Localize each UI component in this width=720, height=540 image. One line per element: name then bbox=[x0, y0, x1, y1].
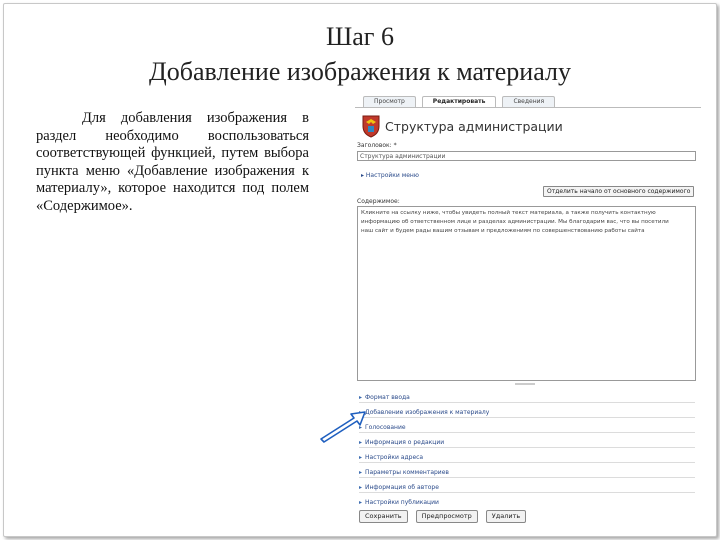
menu-item-label: Формат ввода bbox=[365, 394, 410, 401]
menu-item-add-image[interactable] bbox=[359, 407, 695, 418]
expand-arrow-icon: ▸ bbox=[359, 394, 363, 401]
site-banner bbox=[361, 112, 563, 140]
slide-subtitle: Добавление изображения к материалу bbox=[149, 57, 571, 86]
tab-edit[interactable]: Редактировать bbox=[422, 96, 497, 107]
expand-arrow-icon: ▸ bbox=[359, 424, 363, 431]
menu-item-label: Добавление изображения к материалу bbox=[365, 409, 490, 416]
slide-title: Шаг 6 bbox=[326, 22, 394, 51]
preview-button[interactable]: Предпросмотр bbox=[416, 510, 478, 523]
menu-settings-link[interactable]: ▸ Настройки меню bbox=[361, 172, 419, 179]
arrow-pointer-icon bbox=[318, 406, 368, 446]
delete-button[interactable]: Удалить bbox=[486, 510, 526, 523]
menu-item-label: Информация о редакции bbox=[365, 439, 445, 446]
split-summary-button[interactable]: Отделить начало от основного содержимого bbox=[543, 186, 694, 197]
menu-item-label: Настройки адреса bbox=[365, 454, 424, 461]
menu-item-label: Информация об авторе bbox=[365, 484, 439, 491]
expand-arrow-icon: ▸ bbox=[359, 499, 363, 506]
tab-bar bbox=[363, 96, 555, 107]
resize-grip[interactable] bbox=[515, 383, 535, 385]
content-line: наш сайт и будем рады вашим отзывам и предложениям по совершенствованию работы сайта bbox=[361, 228, 645, 234]
content-textarea[interactable] bbox=[357, 206, 696, 381]
content-line: информацию об ответственном лице и разделах администрации. Мы благодарим вас, что вы посетили bbox=[361, 219, 669, 225]
action-buttons bbox=[359, 510, 526, 523]
menu-item-label: Параметры комментариев bbox=[365, 469, 449, 476]
expand-arrow-icon: ▸ bbox=[359, 469, 363, 476]
tab-view[interactable]: Просмотр bbox=[363, 96, 416, 107]
save-button[interactable]: Сохранить bbox=[359, 510, 408, 523]
menu-item-poll[interactable] bbox=[359, 422, 695, 433]
expand-arrow-icon: ▸ bbox=[359, 484, 363, 491]
instruction-text: Для добавления изображения в раздел необходимо воспользоваться соответствующей функцией, путем выбора пункта меню «Добавление изображения к материалу», которое находится под полем «Содержимое». bbox=[36, 110, 309, 214]
expand-arrow-icon: ▸ bbox=[359, 454, 363, 461]
tab-info[interactable]: Сведения bbox=[502, 96, 555, 107]
title-field[interactable]: Структура администрации bbox=[357, 151, 696, 161]
content-line: Кликните на ссылку ниже, чтобы увидеть полный текст материала, а также получить контактную bbox=[361, 210, 656, 216]
menu-item-publishing[interactable] bbox=[359, 497, 695, 508]
title-label: Заголовок: * bbox=[357, 142, 397, 149]
expand-arrow-icon: ▸ bbox=[359, 439, 363, 446]
menu-item-label: Голосование bbox=[365, 424, 406, 431]
site-name: Структура администрации bbox=[385, 118, 563, 134]
menu-item-comment-settings[interactable] bbox=[359, 467, 695, 478]
content-label: Содержимое: bbox=[357, 198, 400, 205]
tab-divider bbox=[355, 107, 701, 108]
menu-item-label: Настройки публикации bbox=[365, 499, 439, 506]
menu-item-author-info[interactable] bbox=[359, 482, 695, 493]
coat-of-arms-icon bbox=[361, 114, 381, 138]
cms-screenshot bbox=[355, 94, 701, 524]
menu-item-revision-info[interactable] bbox=[359, 437, 695, 448]
menu-item-input-format[interactable] bbox=[359, 392, 695, 403]
menu-item-url-settings[interactable] bbox=[359, 452, 695, 463]
